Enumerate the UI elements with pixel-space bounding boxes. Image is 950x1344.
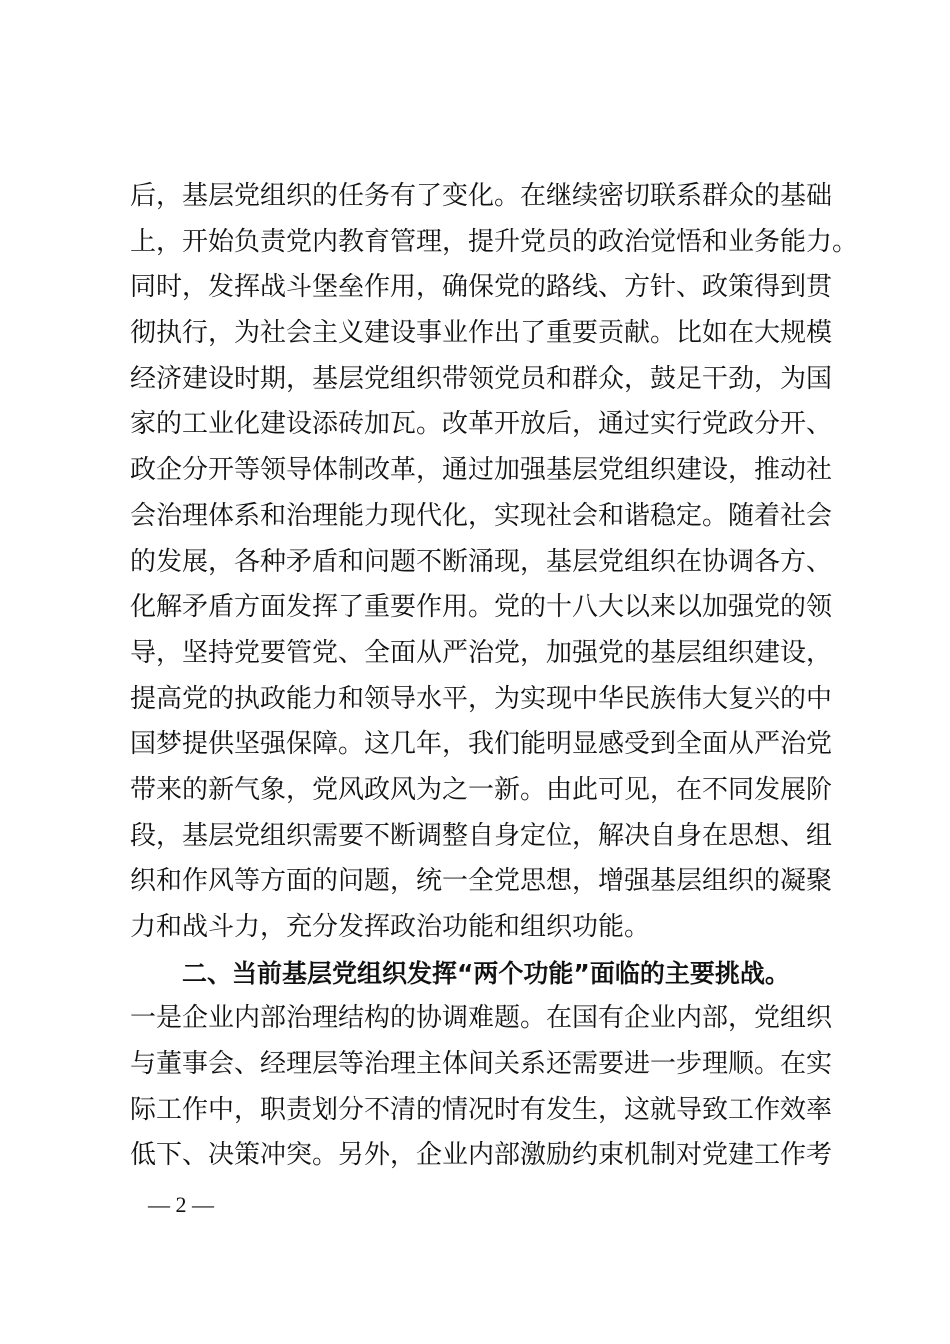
text-line: 际工作中，职责划分不清的情况时有发生，这就导致工作效率 <box>130 1094 833 1125</box>
text-line: 彻执行，为社会主义建设事业作出了重要贡献。比如在大规模 <box>130 318 833 349</box>
text-line: 导，坚持党要管党、全面从严治党，加强党的基层组织建设， <box>130 637 833 668</box>
section-heading: 二、当前基层党组织发挥“两个功能”面临的主要挑战。 <box>182 958 790 988</box>
body-text <box>130 174 859 1179</box>
text-line: 会治理体系和治理能力现代化，实现社会和谐稳定。随着社会 <box>130 500 833 531</box>
text-line: 同时，发挥战斗堡垒作用，确保党的路线、方针、政策得到贯 <box>130 272 833 303</box>
text-line: 政企分开等领导体制改革，通过加强基层党组织建设，推动社 <box>130 455 833 486</box>
text-line: 提高党的执政能力和领导水平，为实现中华民族伟大复兴的中 <box>130 683 833 714</box>
text-line: 带来的新气象，党风政风为之一新。由此可见，在不同发展阶 <box>130 774 833 805</box>
text-line: 与董事会、经理层等治理主体间关系还需要进一步理顺。在实 <box>130 1049 833 1080</box>
text-line: 的发展，各种矛盾和问题不断涌现，基层党组织在协调各方、 <box>130 546 833 577</box>
text-line: 家的工业化建设添砖加瓦。改革开放后，通过实行党政分开、 <box>130 409 833 440</box>
text-line: 上，开始负责党内教育管理，提升党员的政治觉悟和业务能力。 <box>130 226 859 257</box>
text-line: 化解矛盾方面发挥了重要作用。党的十八大以来以加强党的领 <box>130 592 833 623</box>
text-line: 一是企业内部治理结构的协调难题。在国有企业内部，党组织 <box>130 1003 833 1034</box>
text-line: 经济建设时期，基层党组织带领党员和群众，鼓足干劲，为国 <box>130 363 833 394</box>
page-number: — 2 — <box>148 1192 214 1217</box>
text-line: 段，基层党组织需要不断调整自身定位，解决自身在思想、组 <box>130 820 833 851</box>
text-line: 后，基层党组织的任务有了变化。在继续密切联系群众的基础 <box>130 181 833 211</box>
text-line: 织和作风等方面的问题，统一全党思想，增强基层组织的凝聚 <box>130 866 833 897</box>
text-line: 国梦提供坚强保障。这几年，我们能明显感受到全面从严治党 <box>130 729 833 760</box>
text-line: 低下、决策冲突。另外，企业内部激励约束机制对党建工作考 <box>130 1140 833 1171</box>
text-line: 力和战斗力，充分发挥政治功能和组织功能。 <box>130 912 651 942</box>
